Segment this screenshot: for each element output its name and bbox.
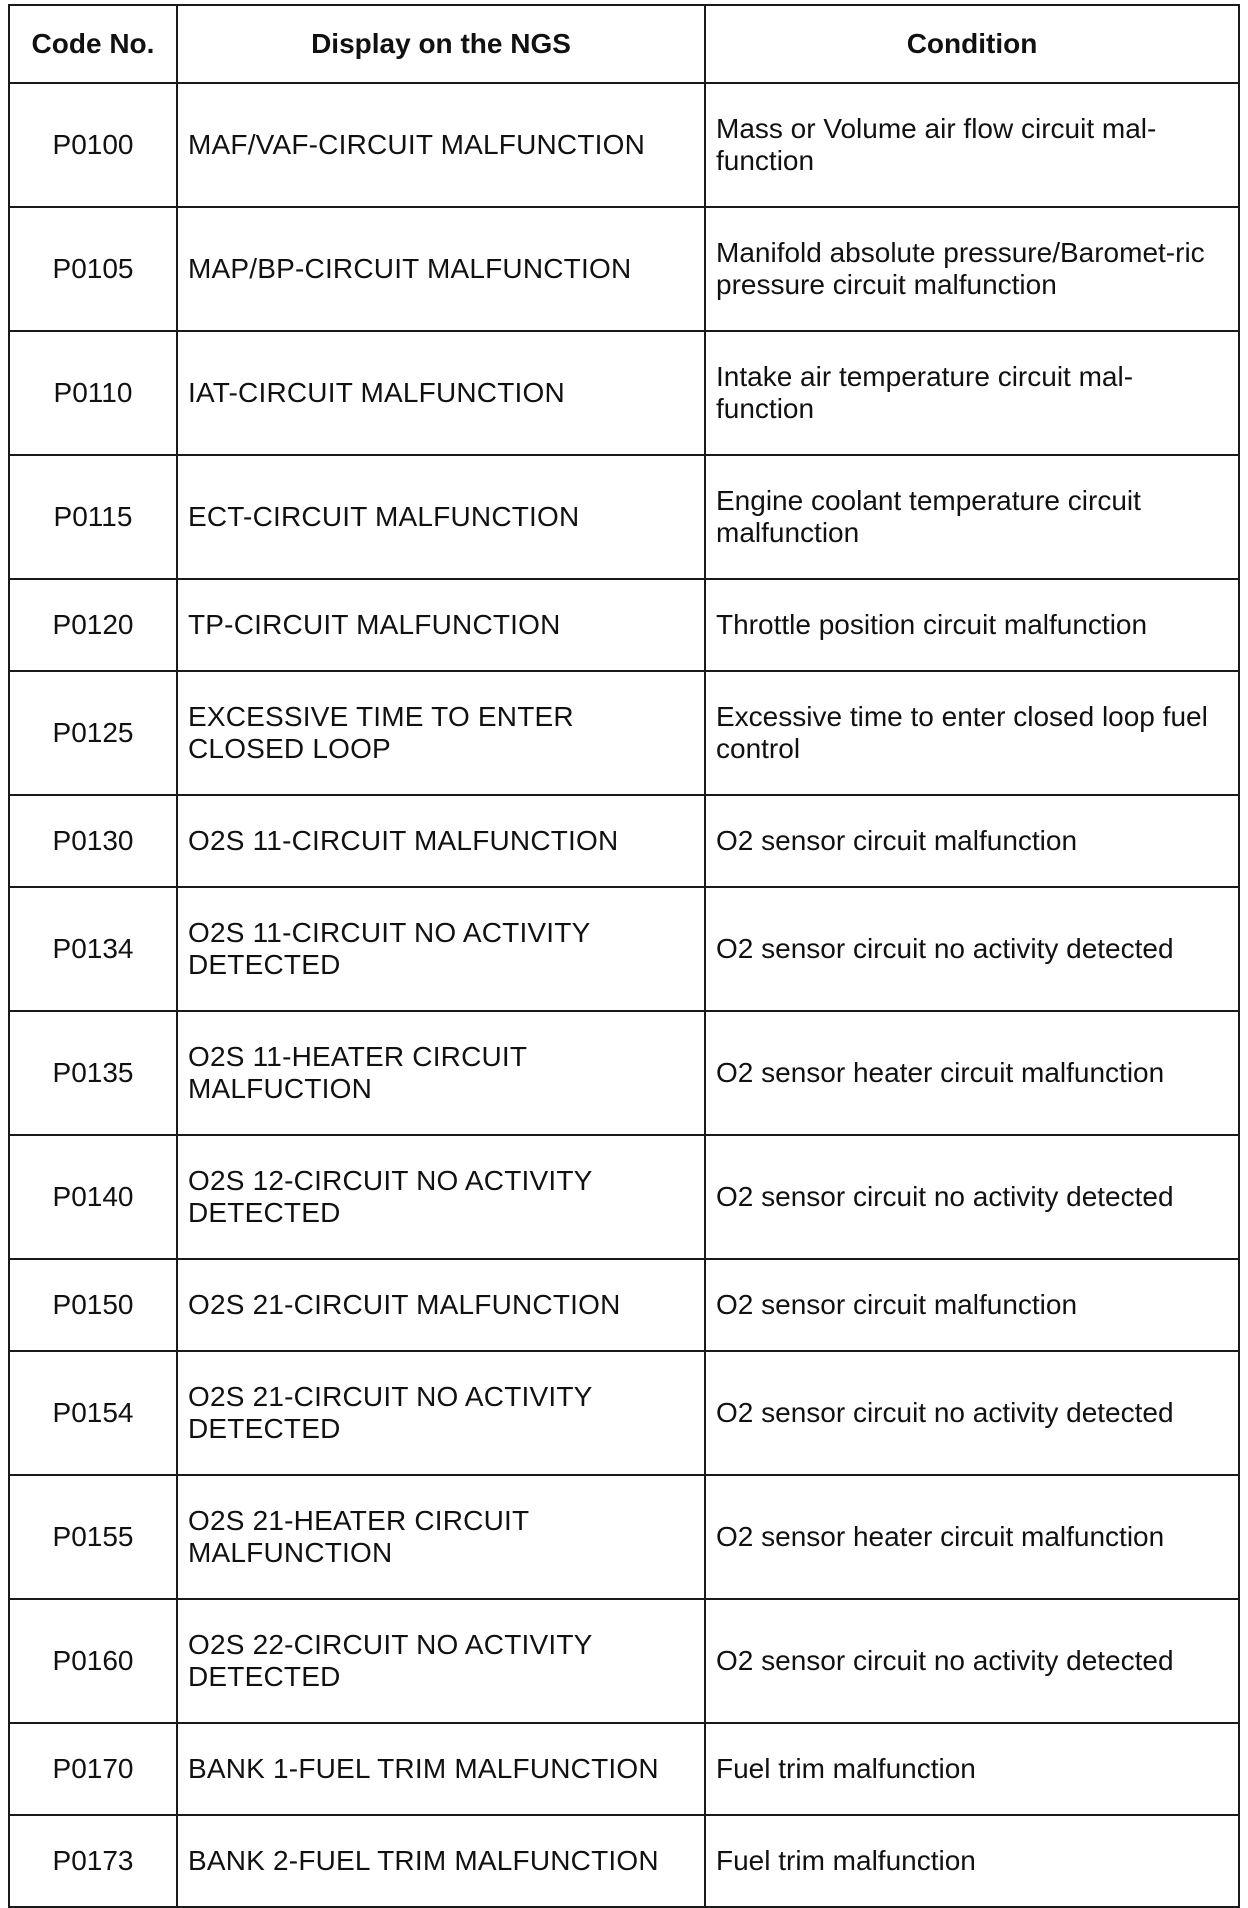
table-row: [9, 579, 1239, 671]
display-cell: BANK 1-FUEL TRIM MALFUNCTION: [177, 1723, 705, 1815]
display-cell: IAT-CIRCUIT MALFUNCTION: [177, 331, 705, 455]
dtc-table: [8, 4, 1240, 1908]
code-cell: P0173: [9, 1815, 177, 1907]
code-cell: P0125: [9, 671, 177, 795]
header-condition: Condition: [705, 5, 1239, 83]
code-cell: P0105: [9, 207, 177, 331]
code-cell: P0110: [9, 331, 177, 455]
code-cell: P0160: [9, 1599, 177, 1723]
code-cell: P0140: [9, 1135, 177, 1259]
display-cell: O2S 21-CIRCUIT NO ACTIVITY DETECTED: [177, 1351, 705, 1475]
condition-cell: Fuel trim malfunction: [705, 1815, 1239, 1907]
display-cell: EXCESSIVE TIME TO ENTER CLOSED LOOP: [177, 671, 705, 795]
display-cell: O2S 11-HEATER CIRCUIT MALFUCTION: [177, 1011, 705, 1135]
table-row: [9, 83, 1239, 207]
table-row: [9, 331, 1239, 455]
table-body: [9, 83, 1239, 1907]
table-row: [9, 1815, 1239, 1907]
table-header: [9, 5, 1239, 83]
table-row: [9, 1011, 1239, 1135]
table-row: [9, 207, 1239, 331]
condition-cell: O2 sensor heater circuit malfunction: [705, 1011, 1239, 1135]
code-cell: P0155: [9, 1475, 177, 1599]
code-cell: P0170: [9, 1723, 177, 1815]
table-row: [9, 1351, 1239, 1475]
code-cell: P0154: [9, 1351, 177, 1475]
condition-cell: O2 sensor circuit no activity detected: [705, 887, 1239, 1011]
display-cell: BANK 2-FUEL TRIM MALFUNCTION: [177, 1815, 705, 1907]
display-cell: MAF/VAF-CIRCUIT MALFUNCTION: [177, 83, 705, 207]
code-cell: P0150: [9, 1259, 177, 1351]
condition-cell: Excessive time to enter closed loop fuel control: [705, 671, 1239, 795]
display-cell: ECT-CIRCUIT MALFUNCTION: [177, 455, 705, 579]
display-cell: O2S 12-CIRCUIT NO ACTIVITY DETECTED: [177, 1135, 705, 1259]
document-page: [8, 4, 1238, 1908]
display-cell: O2S 11-CIRCUIT NO ACTIVITY DETECTED: [177, 887, 705, 1011]
header-row: [9, 5, 1239, 83]
header-display: Display on the NGS: [177, 5, 705, 83]
display-cell: O2S 11-CIRCUIT MALFUNCTION: [177, 795, 705, 887]
condition-cell: O2 sensor circuit malfunction: [705, 795, 1239, 887]
table-row: [9, 455, 1239, 579]
code-cell: P0115: [9, 455, 177, 579]
condition-cell: Engine coolant temperature circuit malfunction: [705, 455, 1239, 579]
table-row: [9, 1135, 1239, 1259]
condition-cell: Throttle position circuit malfunction: [705, 579, 1239, 671]
condition-cell: O2 sensor circuit malfunction: [705, 1259, 1239, 1351]
condition-cell: O2 sensor circuit no activity detected: [705, 1351, 1239, 1475]
display-cell: TP-CIRCUIT MALFUNCTION: [177, 579, 705, 671]
condition-cell: O2 sensor circuit no activity detected: [705, 1599, 1239, 1723]
condition-cell: Manifold absolute pressure/Baromet-ric pressure circuit malfunction: [705, 207, 1239, 331]
table-row: [9, 671, 1239, 795]
display-cell: MAP/BP-CIRCUIT MALFUNCTION: [177, 207, 705, 331]
code-cell: P0100: [9, 83, 177, 207]
table-row: [9, 1259, 1239, 1351]
condition-cell: O2 sensor circuit no activity detected: [705, 1135, 1239, 1259]
code-cell: P0134: [9, 887, 177, 1011]
condition-cell: Fuel trim malfunction: [705, 1723, 1239, 1815]
table-row: [9, 887, 1239, 1011]
table-row: [9, 1723, 1239, 1815]
condition-cell: Mass or Volume air flow circuit mal-function: [705, 83, 1239, 207]
condition-cell: O2 sensor heater circuit malfunction: [705, 1475, 1239, 1599]
code-cell: P0130: [9, 795, 177, 887]
display-cell: O2S 22-CIRCUIT NO ACTIVITY DETECTED: [177, 1599, 705, 1723]
code-cell: P0120: [9, 579, 177, 671]
table-row: [9, 1599, 1239, 1723]
code-cell: P0135: [9, 1011, 177, 1135]
condition-cell: Intake air temperature circuit mal-function: [705, 331, 1239, 455]
table-row: [9, 1475, 1239, 1599]
display-cell: O2S 21-CIRCUIT MALFUNCTION: [177, 1259, 705, 1351]
header-code: Code No.: [9, 5, 177, 83]
table-row: [9, 795, 1239, 887]
display-cell: O2S 21-HEATER CIRCUIT MALFUNCTION: [177, 1475, 705, 1599]
